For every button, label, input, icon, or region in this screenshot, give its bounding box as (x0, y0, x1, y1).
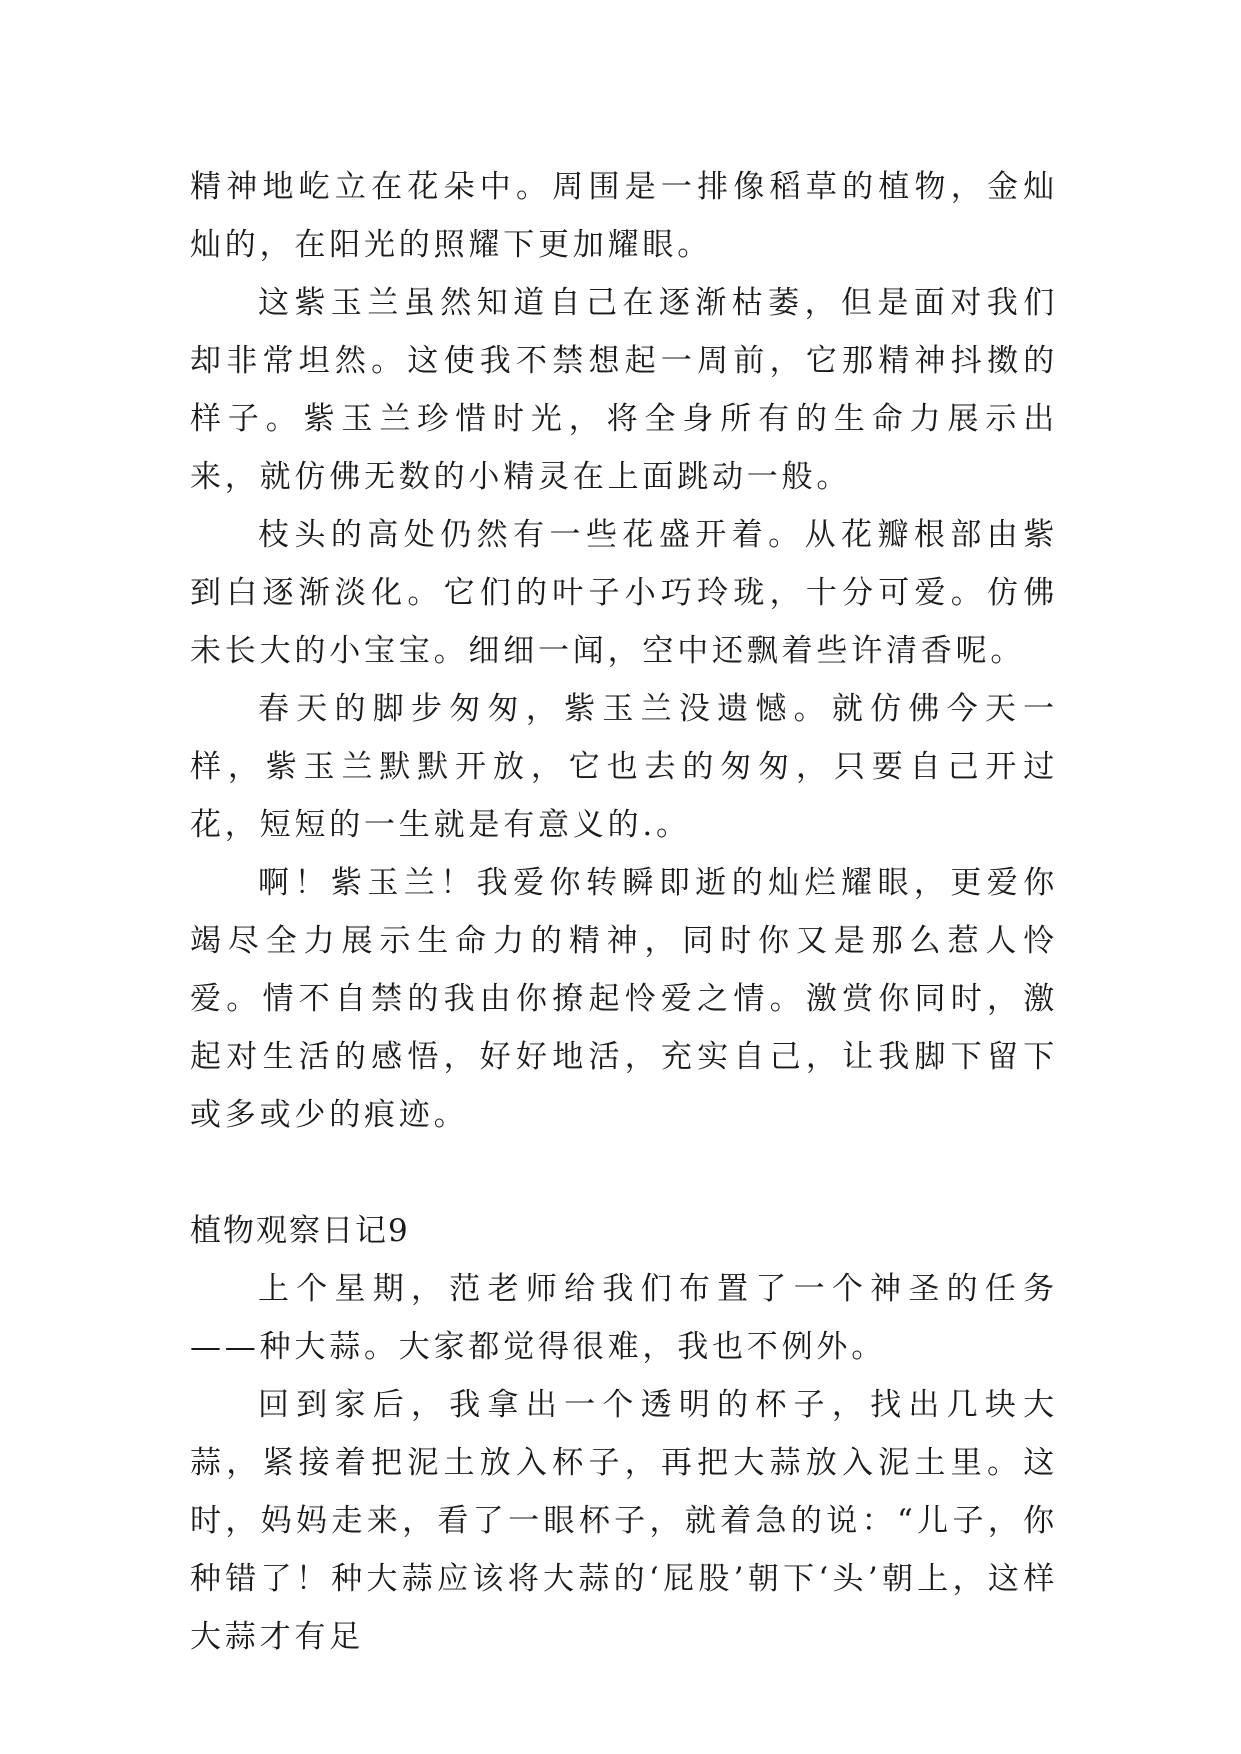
section-title: 植物观察日记9 (190, 1213, 410, 1249)
paragraph-continuation: 精神地屹立在花朵中。周围是一排像稻草的植物，金灿灿的，在阳光的照耀下更加耀眼。 (190, 169, 1058, 263)
paragraph: 回到家后，我拿出一个透明的杯子，找出几块大蒜，紧接着把泥土放入杯子，再把大蒜放入泥土里。这时，妈妈走来，看了一眼杯子，就着急的说：“儿子，你种错了！种大蒜应该将大蒜的‘屁股’朝下‘头’朝上，这样大蒜才有足 (190, 1387, 1058, 1655)
paragraph: 枝头的高处仍然有一些花盛开着。从花瓣根部由紫到白逐渐淡化。它们的叶子小巧玲珑，十分可爱。仿佛未长大的小宝宝。细细一闻，空中还飘着些许清香呢。 (190, 517, 1058, 669)
document-body (190, 158, 1058, 1666)
paragraph: 上个星期，范老师给我们布置了一个神圣的任务——种大蒜。大家都觉得很难，我也不例外。 (190, 1271, 1058, 1365)
paragraph: 春天的脚步匆匆，紫玉兰没遗憾。就仿佛今天一样，紫玉兰默默开放，它也去的匆匆，只要自己开过花，短短的一生就是有意义的.。 (190, 691, 1058, 843)
paragraph: 这紫玉兰虽然知道自己在逐渐枯萎，但是面对我们却非常坦然。这使我不禁想起一周前，它那精神抖擞的样子。紫玉兰珍惜时光，将全身所有的生命力展示出来，就仿佛无数的小精灵在上面跳动一般。 (190, 285, 1058, 495)
paragraph: 啊！紫玉兰！我爱你转瞬即逝的灿烂耀眼，更爱你竭尽全力展示生命力的精神，同时你又是那么惹人怜爱。情不自禁的我由你撩起怜爱之情。激赏你同时，激起对生活的感悟，好好地活，充实自己，让我脚下留下或多或少的痕迹。 (190, 865, 1058, 1133)
